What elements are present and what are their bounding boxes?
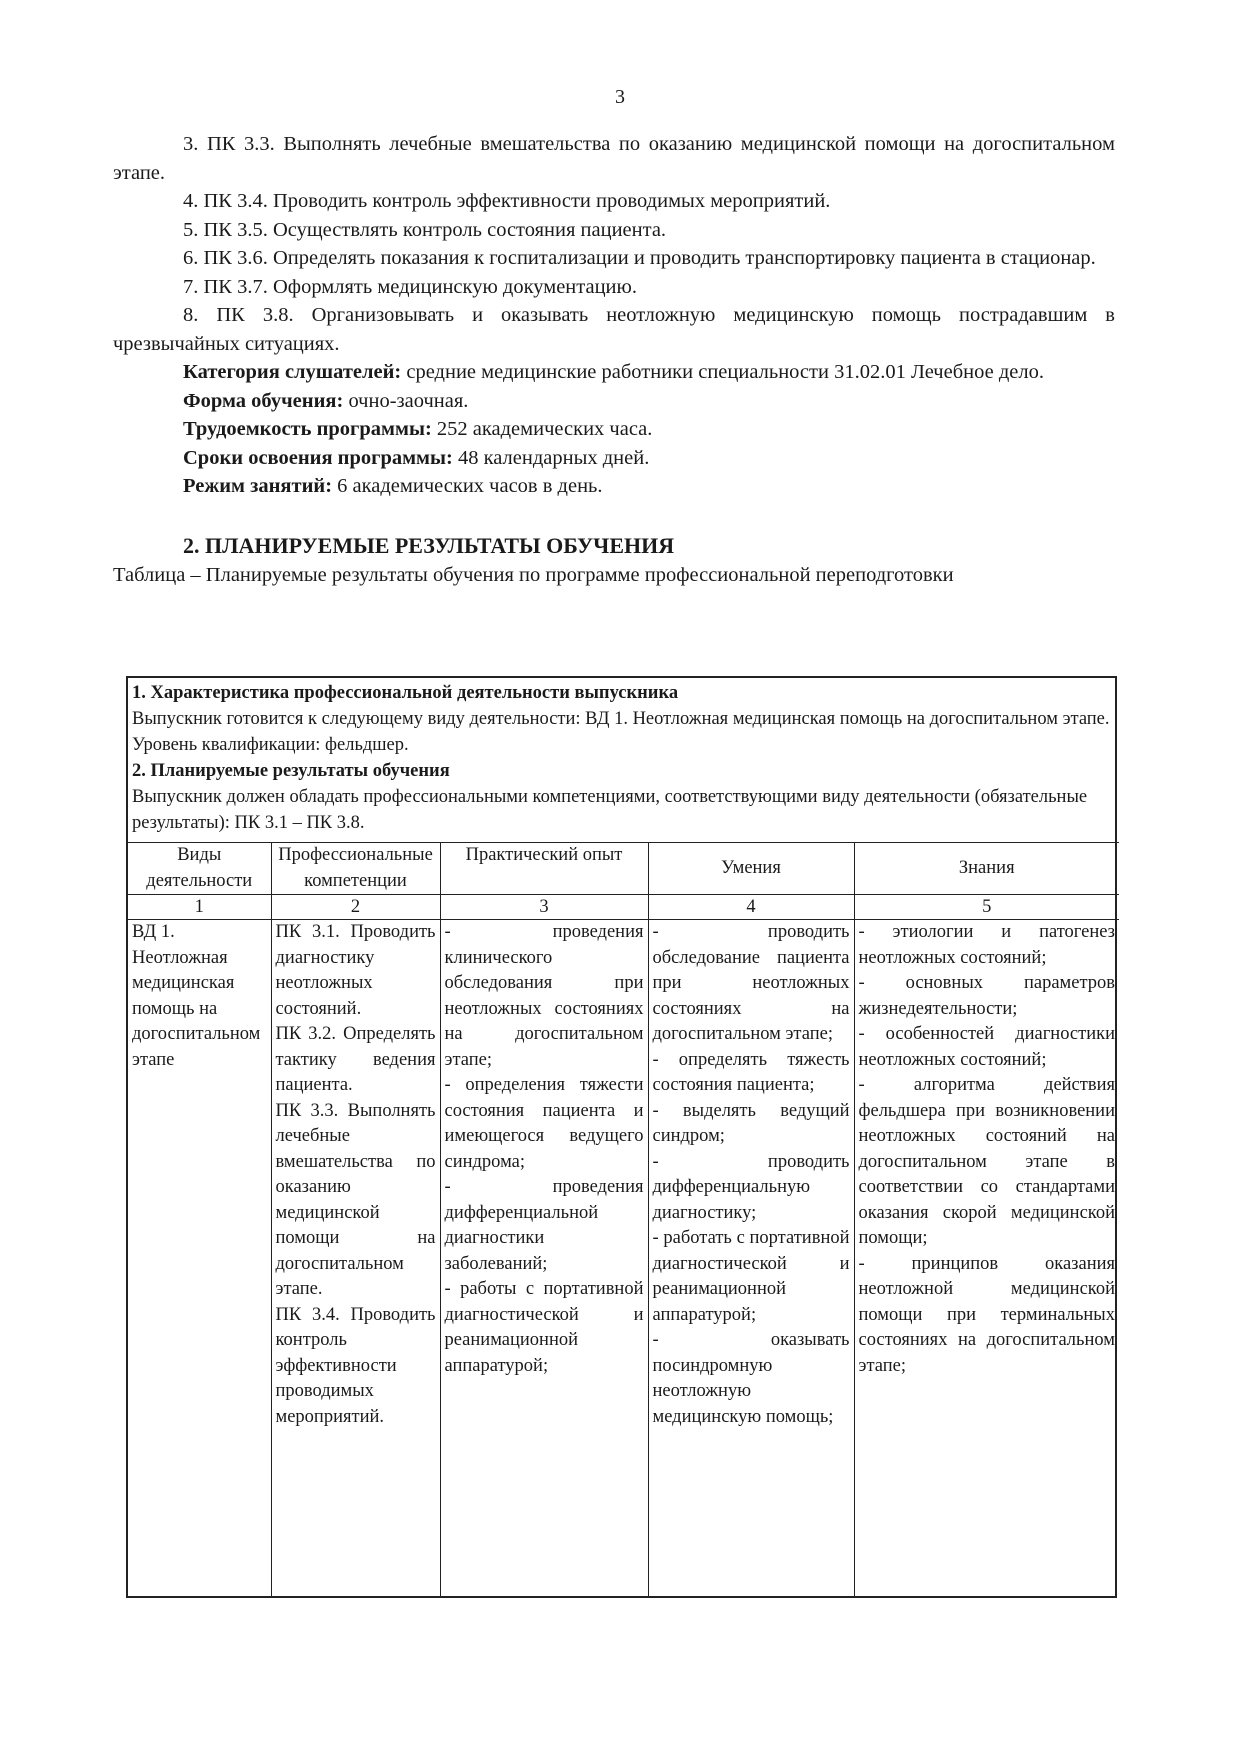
competency-entry: ПК 3.1. Проводить диагностику неотложных состояний. bbox=[275, 922, 436, 1019]
column-number-row bbox=[128, 895, 1119, 920]
meta-value: 252 академических часа. bbox=[431, 418, 653, 440]
competency-item: 8. ПК 3.8. Организовывать и оказывать неотложную медицинскую помощь пострадавшим в чрезвычайных ситуациях. bbox=[113, 304, 1115, 355]
section-heading: 2. ПЛАНИРУЕМЫЕ РЕЗУЛЬТАТЫ ОБУЧЕНИЯ bbox=[183, 532, 675, 558]
competency-item: 4. ПК 3.4. Проводить контроль эффективности проводимых мероприятий. bbox=[183, 190, 831, 212]
program-duration bbox=[113, 444, 1115, 473]
competency-entry: ПК 3.2. Определять тактику ведения пациента. bbox=[275, 1024, 436, 1095]
skill-entry: - работать с портативной диагностической и реанимационной аппаратурой; bbox=[652, 1228, 850, 1325]
knowledge-cell bbox=[854, 920, 1119, 1597]
column-number: 2 bbox=[271, 895, 440, 920]
skills-cell bbox=[648, 920, 854, 1597]
skill-entry: - проводить дифференциальную диагностику; bbox=[652, 1151, 850, 1223]
skill-entry: - определять тяжесть состояния пациента; bbox=[652, 1049, 850, 1095]
activity-text: ВД 1. Неотложная медицинская помощь на догоспитальном этапе bbox=[132, 922, 261, 1070]
page-number: 3 bbox=[615, 86, 625, 108]
intro-heading-results: 2. Планируемые результаты обучения bbox=[132, 761, 450, 781]
intro-competencies-text: Выпускник должен обладать профессиональными компетенциями, соответствующими виду деятельности (обязательные результаты): ПК 3.1 – ПК 3.8. bbox=[132, 787, 1088, 833]
experience-entry: - определения тяжести состояния пациента и имеющегося ведущего синдрома; bbox=[444, 1075, 644, 1172]
meta-value: 48 календарных дней. bbox=[452, 446, 650, 469]
intro-activity-text: Выпускник готовится к следующему виду деятельности: ВД 1. Неотложная медицинская помощь на догоспитальном этапе. bbox=[132, 709, 1110, 729]
competency-item: 5. ПК 3.5. Осуществлять контроль состояния пациента. bbox=[183, 218, 667, 241]
table-caption: Таблица – Планируемые результаты обучения по программе профессиональной переподготовки bbox=[113, 563, 954, 586]
meta-label: Категория слушателей: bbox=[183, 361, 402, 383]
competency-item: 3. ПК 3.3. Выполнять лечебные вмешательства по оказанию медицинской помощи на догоспитальном этапе. bbox=[113, 133, 1115, 184]
activity-cell bbox=[128, 920, 271, 1597]
knowledge-entry: - алгоритма действия фельдшера при возникновении неотложных состояний на догоспитальном этапе в соответствии со стандартами оказания скорой медицинской помощи; bbox=[858, 1075, 1115, 1248]
table-row bbox=[128, 920, 1119, 1597]
meta-label: Трудоемкость программы: bbox=[183, 418, 432, 440]
column-header: Виды деятельности bbox=[128, 843, 271, 895]
knowledge-entry: - этиологии и патогенез неотложных состояний; bbox=[858, 922, 1115, 968]
column-number: 1 bbox=[128, 895, 271, 920]
intro-qualification-text: Уровень квалификации: фельдшер. bbox=[132, 735, 409, 755]
competency-entry: ПК 3.3. Выполнять лечебные вмешательства по оказанию медицинской помощи на догоспитальном этапе. bbox=[275, 1100, 436, 1299]
table-intro bbox=[128, 678, 1115, 842]
results-table bbox=[126, 676, 1117, 1598]
column-number: 3 bbox=[440, 895, 648, 920]
meta-label: Форма обучения: bbox=[183, 389, 344, 412]
intro-heading-characteristics: 1. Характеристика профессиональной деятельности выпускника bbox=[132, 683, 679, 703]
skill-entry: - проводить обследование пациента при неотложных состояниях на догоспитальном этапе; bbox=[652, 922, 850, 1044]
study-form bbox=[113, 387, 1115, 416]
skill-entry: - выделять ведущий синдром; bbox=[652, 1100, 850, 1146]
practical-experience-cell bbox=[440, 920, 648, 1597]
column-header: Профессиональные компетенции bbox=[271, 843, 440, 895]
column-header: Знания bbox=[854, 843, 1119, 895]
header-row bbox=[128, 843, 1119, 895]
meta-label: Режим занятий: bbox=[183, 475, 333, 497]
document-body bbox=[113, 130, 1115, 589]
competency-entry: ПК 3.4. Проводить контроль эффективности проводимых мероприятий. bbox=[275, 1304, 436, 1427]
column-header: Умения bbox=[648, 843, 854, 895]
experience-entry: - проведения клинического обследования при неотложных состояниях на догоспитальном этапе; bbox=[444, 922, 644, 1070]
experience-entry: - проведения дифференциальной диагностики заболеваний; bbox=[444, 1177, 644, 1274]
results-grid bbox=[128, 842, 1119, 1596]
meta-value: очно-заочная. bbox=[343, 389, 469, 412]
competency-item: 7. ПК 3.7. Оформлять медицинскую документацию. bbox=[183, 275, 637, 298]
column-header: Практический опыт bbox=[440, 843, 648, 895]
competencies-cell bbox=[271, 920, 440, 1597]
column-number: 4 bbox=[648, 895, 854, 920]
listener-category bbox=[113, 358, 1115, 387]
experience-entry: - работы с портативной диагностической и реанимационной аппаратурой; bbox=[444, 1279, 644, 1376]
program-workload bbox=[113, 415, 1115, 444]
column-number: 5 bbox=[854, 895, 1119, 920]
meta-value: 6 академических часов в день. bbox=[332, 475, 603, 497]
skill-entry: - оказывать посиндромную неотложную медицинскую помощь; bbox=[652, 1330, 850, 1427]
competency-item: 6. ПК 3.6. Определять показания к госпитализации и проводить транспортировку пациента в стационар. bbox=[183, 247, 1096, 269]
class-schedule bbox=[113, 472, 1115, 501]
knowledge-entry: - особенностей диагностики неотложных состояний; bbox=[858, 1024, 1115, 1070]
meta-value: средние медицинские работники специальности 31.02.01 Лечебное дело. bbox=[401, 361, 1044, 383]
knowledge-entry: - основных параметров жизнедеятельности; bbox=[858, 973, 1115, 1019]
meta-label: Сроки освоения программы: bbox=[183, 446, 453, 469]
knowledge-entry: - принципов оказания неотложной медицинской помощи при терминальных состояниях на догоспитальном этапе; bbox=[858, 1253, 1115, 1376]
